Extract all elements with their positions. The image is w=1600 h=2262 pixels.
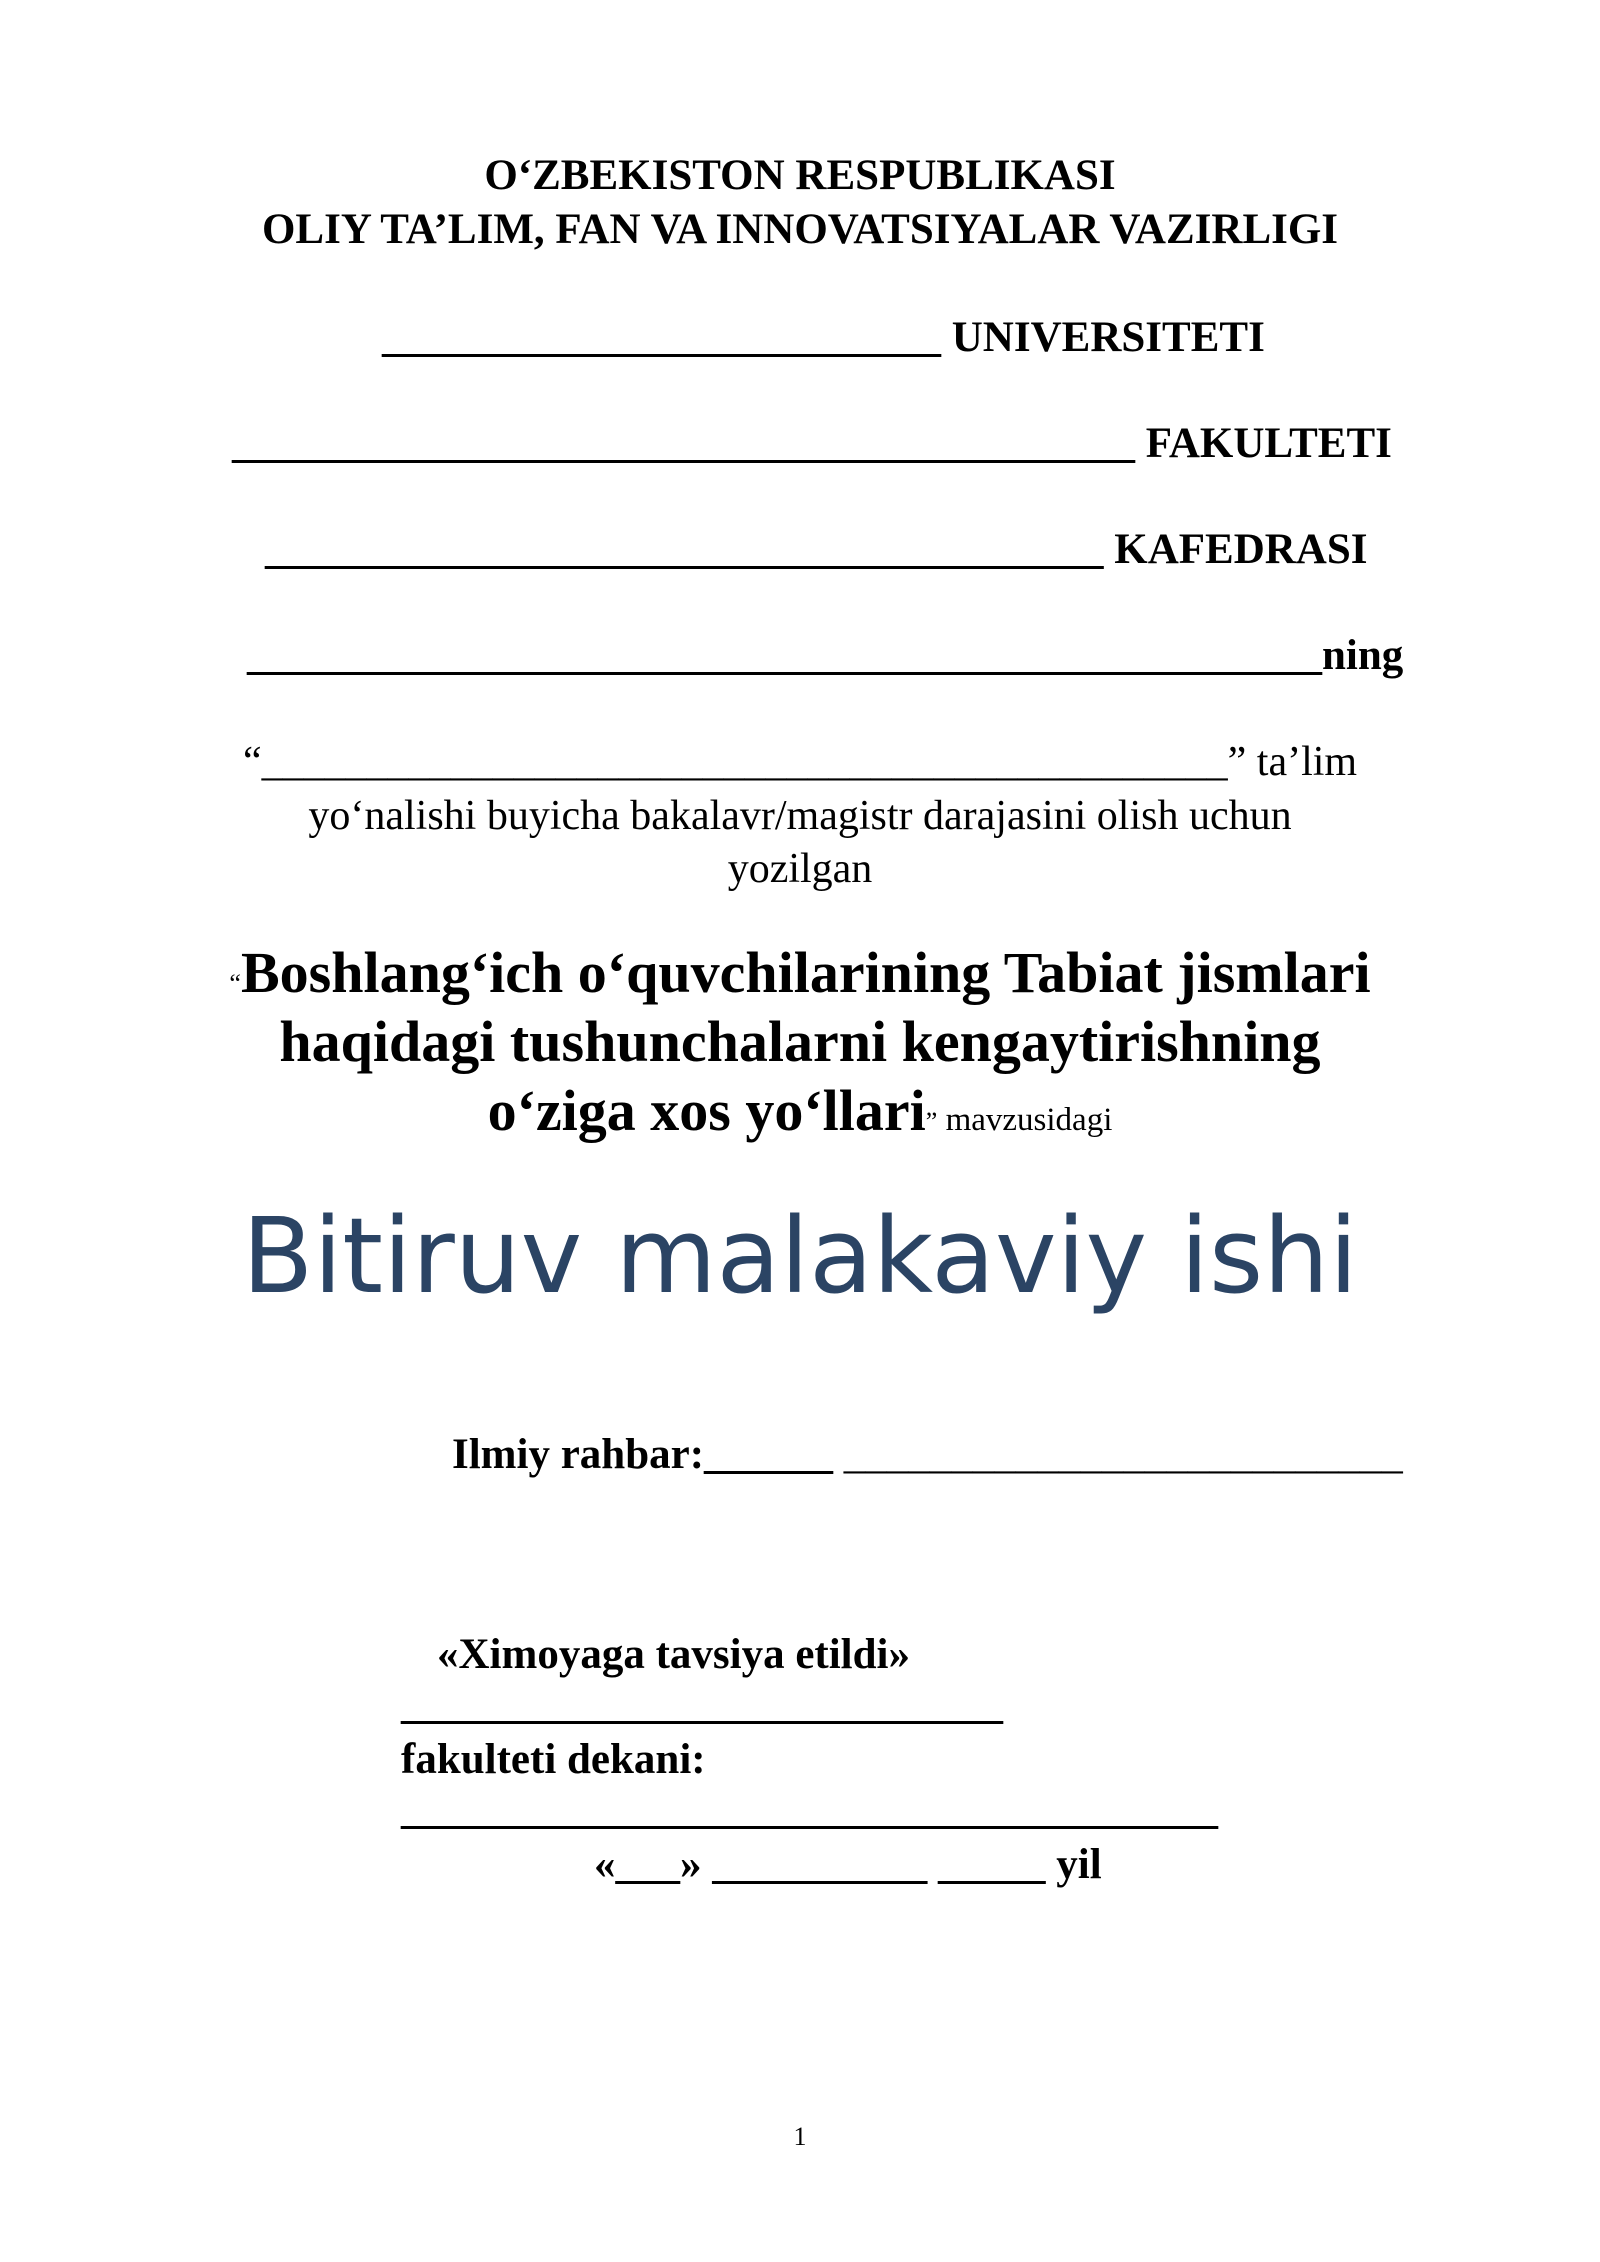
supervisor-label: Ilmiy rahbar:______ <box>452 1431 844 1478</box>
header-line2: OLIY TA’LIM, FAN VA INNOVATSIYALAR VAZIRLIGI <box>261 206 1339 253</box>
topic-open-quote: “ <box>229 969 241 998</box>
topic-suffix: mavzusidagi <box>937 1102 1113 1138</box>
supervisor-line: __________________________ <box>843 1431 1403 1478</box>
work-type-title: Bitiruv malakaviy ishi <box>242 1195 1358 1317</box>
blank-line-1: ____________________________ <box>401 1681 1003 1728</box>
topic-line2: haqidagi tushunchalarni kengaytirishning <box>279 1009 1321 1074</box>
direction-line2: yo‘nalishi buyicha bakalavr/magistr darajasini olish uchun <box>308 793 1292 839</box>
recommended-text: «Ximoyaga tavsiya etildi» <box>437 1631 910 1678</box>
supervisor-row <box>452 1430 1403 1479</box>
faculty-field: __________________________________________ FAKULTETI <box>232 420 1392 467</box>
department-field: _______________________________________ KAFEDRASI <box>265 526 1368 573</box>
direction-line1: “______________________________________________” ta’lim <box>243 739 1358 785</box>
topic-line1-text: Boshlang‘ich o‘quvchilarining Tabiat jismlari <box>240 940 1371 1005</box>
university-field: __________________________ UNIVERSITETI <box>382 314 1265 361</box>
blank-line-2: ______________________________________ <box>401 1786 1218 1833</box>
topic-close-quote: ” <box>925 1107 938 1136</box>
header-line1: O‘ZBEKISTON RESPUBLIKASI <box>484 152 1116 199</box>
topic-line3 <box>0 1076 1600 1157</box>
date-line: «___» __________ _____ yil <box>594 1841 1102 1888</box>
direction-line3: yozilgan <box>727 846 873 892</box>
student-field: __________________________________________________ning <box>247 632 1404 679</box>
topic-line3-text: o‘ziga xos yo‘llari <box>487 1078 926 1143</box>
dean-label: fakulteti dekani: <box>401 1736 706 1783</box>
page-number: 1 <box>793 2122 807 2151</box>
